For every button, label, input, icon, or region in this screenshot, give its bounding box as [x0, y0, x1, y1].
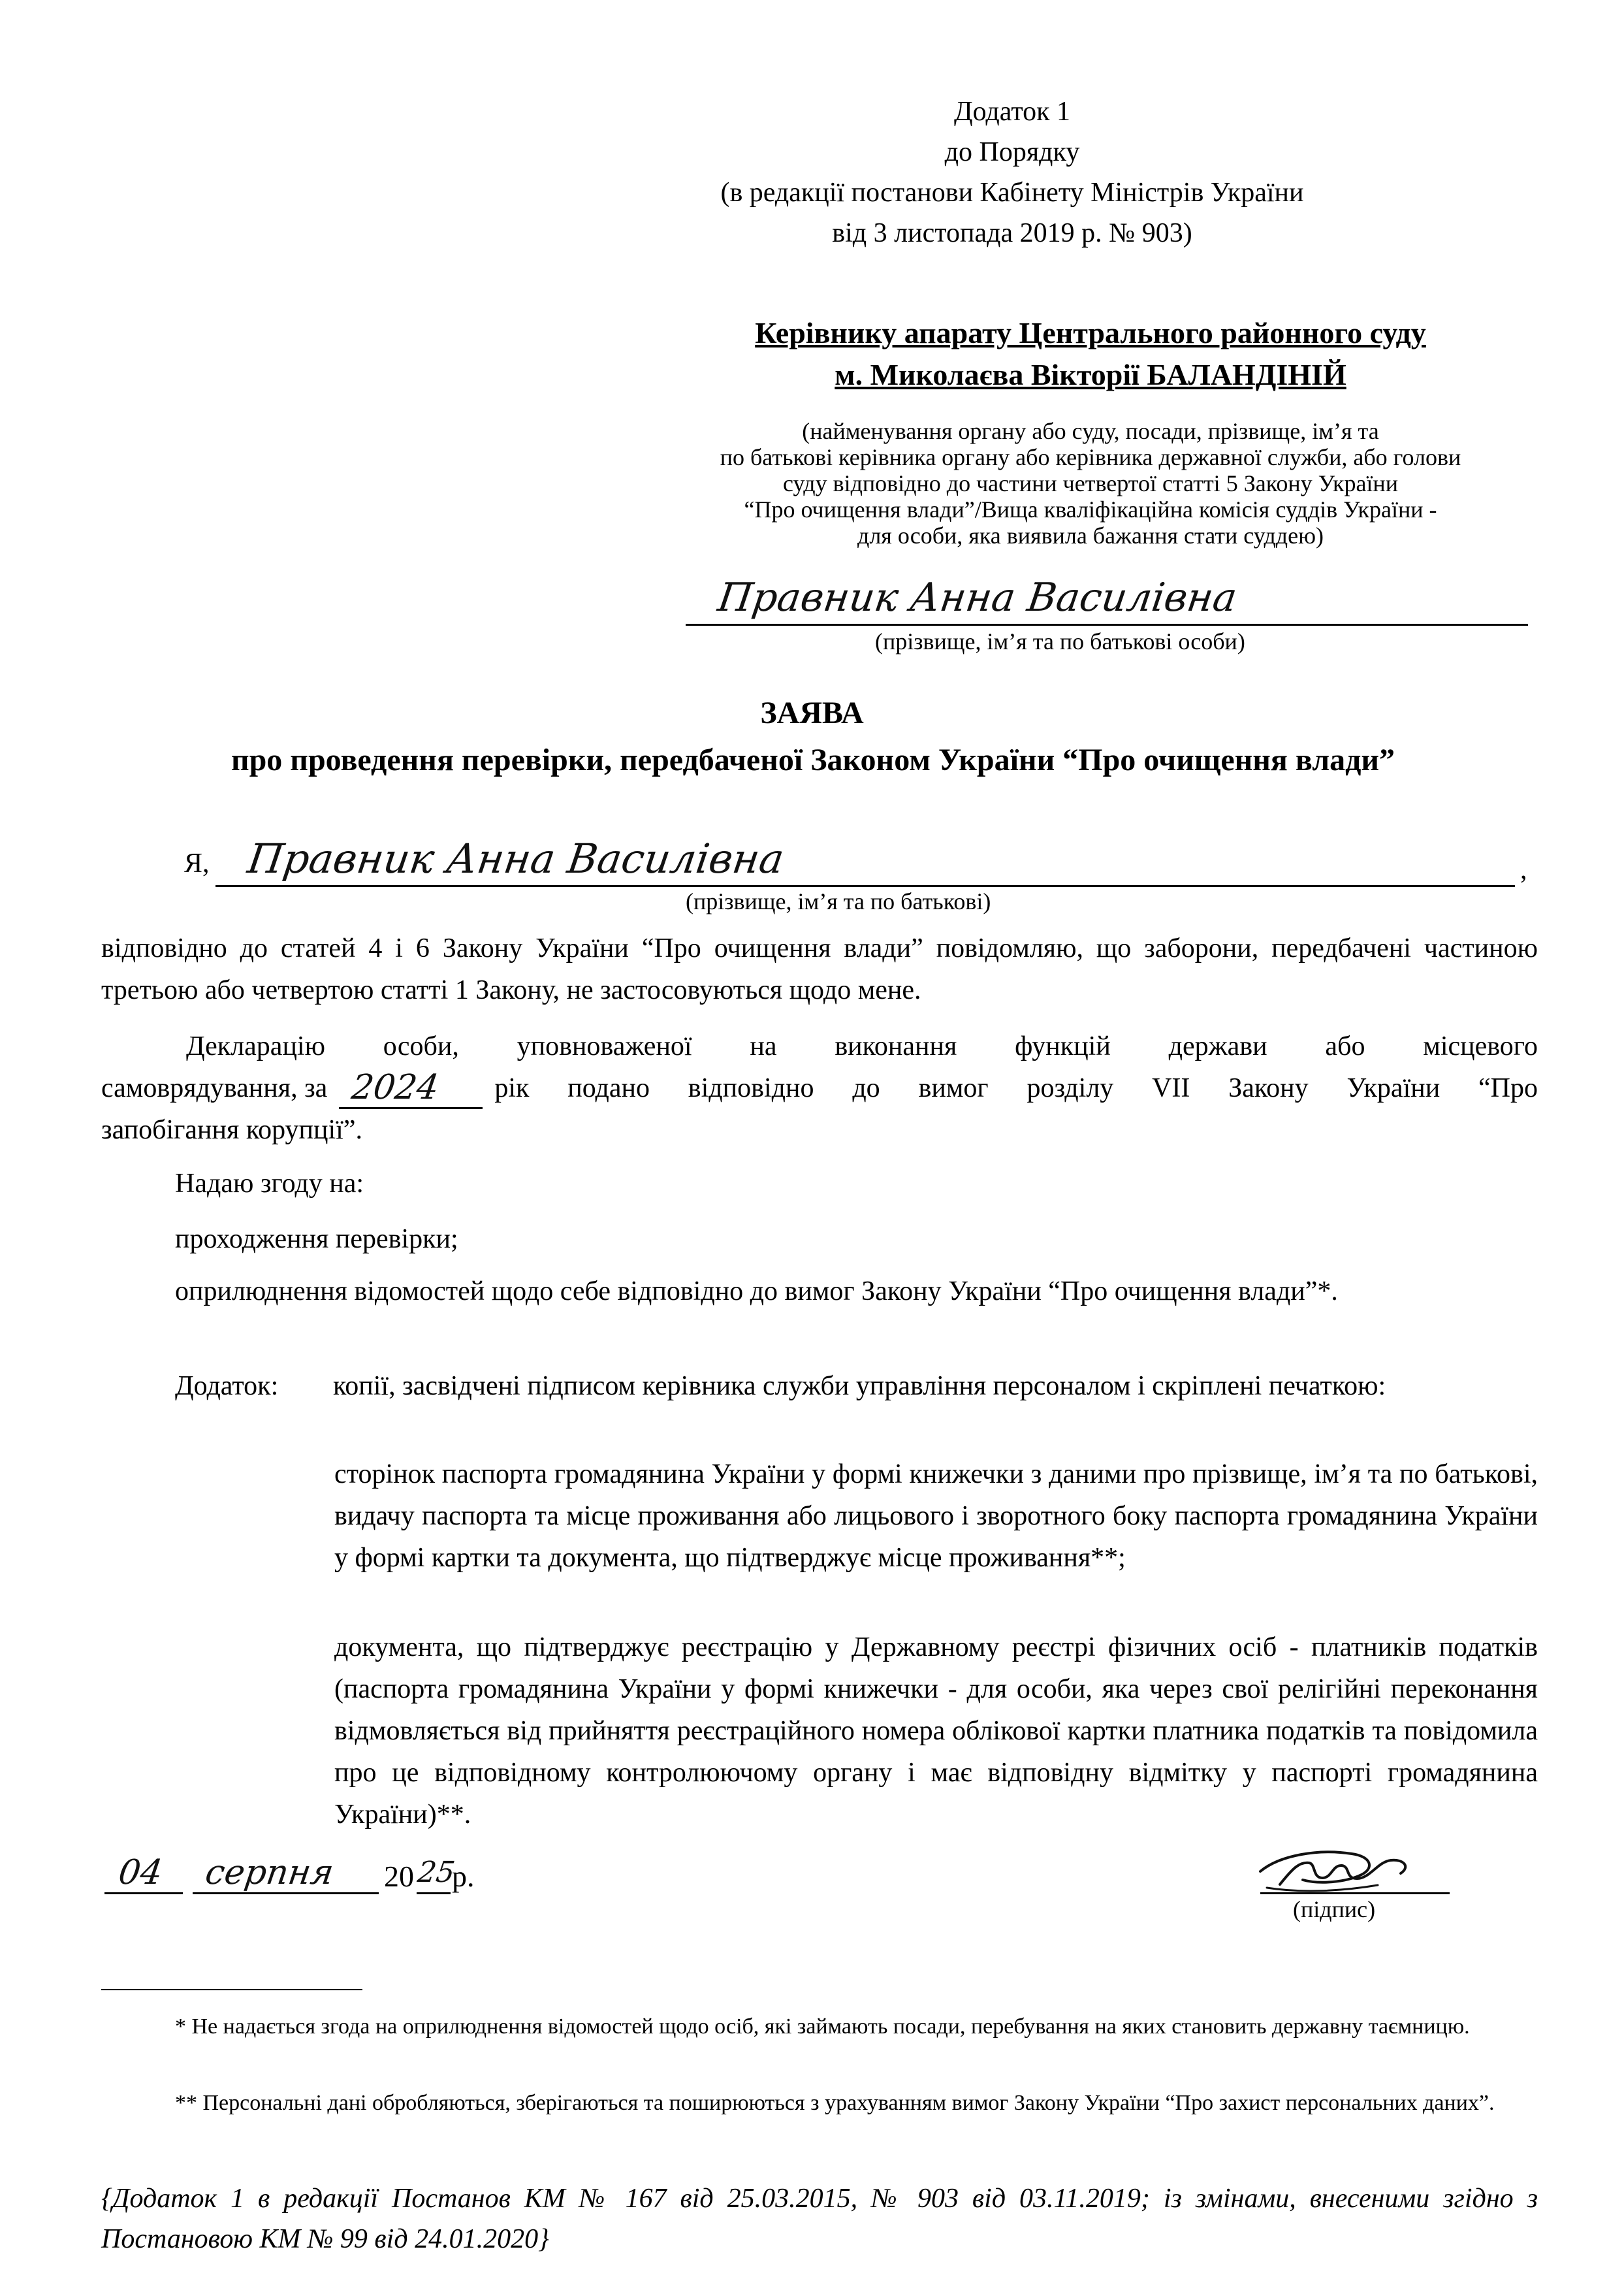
hint-line: суду відповідно до частини четвертої статті 5 Закону України [783, 470, 1398, 496]
annex-line-1: Додаток 1 [953, 97, 1071, 127]
annex-block [588, 91, 1437, 253]
addressee-line-1: Керівнику апарату Центрального районного суду [755, 316, 1426, 349]
consent-item-2: оприлюднення відомостей щодо себе відповідно до вимог Закону України “Про очищення влади”*. [175, 1276, 1338, 1306]
attachments-intro: копії, засвідчені підписом керівника служби управління персоналом і скріплені печаткою: [333, 1371, 1386, 1401]
year-field [339, 1068, 483, 1109]
hint-line: по батькові керівника органу або керівника державної служби, або голови [720, 444, 1461, 470]
handwritten-signature-icon [1241, 1822, 1450, 1907]
day-field [104, 1852, 183, 1894]
annex-line-2: до Порядку [944, 137, 1080, 167]
statement-prefix: Я, [184, 848, 210, 879]
addressee-block [620, 312, 1561, 396]
statement-name-line [215, 885, 1515, 887]
attachments-item-1: сторінок паспорта громадянина України у формі книжечки з даними про прізвище, ім’я та по батькові, видачу паспорта та місце проживання або лицьового і зворотного боку паспорта громадянина України у формі картки та документа, що підтверджує місце проживання**; [334, 1459, 1538, 1573]
attachments-item-2: документа, що підтверджує реєстрацію у Державному реєстрі фізичних осіб - платників податків (паспорта громадянина України у формі книжечки - для особи, яка через свої релігійні переконання відмовляється від прийняття реєстраційного номера облікової картки платника податків та повідомила про це відповідному контролюючому органу і має відповідну відмітку у паспорті громадянина України)**. [334, 1632, 1538, 1830]
addressee-hint [620, 418, 1561, 549]
annex-line-4: від 3 листопада 2019 р. № 903) [832, 218, 1192, 248]
date-block [104, 1852, 562, 1898]
footnote-separator [101, 1989, 362, 1990]
p2-before-year: самоврядування, за [101, 1073, 328, 1103]
footnote-2: ** Персональні дані обробляються, зберігаються та поширюються з урахуванням вимог Закону України “Про захист персональних даних”. [175, 2091, 1495, 2115]
consent-title: Надаю згоду на: [175, 1169, 364, 1199]
date-year-suffix-handwritten: 25 [415, 1856, 457, 1889]
date-year-end: р. [452, 1860, 475, 1893]
statement-name-handwritten: Правник Анна Василівна [244, 835, 788, 882]
applicant-name-handwritten: Правник Анна Василівна [715, 575, 1240, 621]
year-suffix-field [415, 1852, 457, 1894]
applicant-name-line [686, 624, 1528, 626]
statement-paragraph-2-line-2 [101, 1067, 1538, 1109]
hint-line: “Про очищення влади”/Вища кваліфікаційна комісія суддів України - [744, 496, 1437, 523]
date-year-prefix: 20 [384, 1860, 414, 1893]
document-subtitle: про проведення перевірки, передбаченої Законом України “Про очищення влади” [231, 743, 1395, 777]
declaration-year-handwritten: 2024 [349, 1068, 441, 1107]
month-field [193, 1852, 379, 1894]
signature-hint: (підпис) [1293, 1896, 1376, 1922]
statement-paragraph-2-line-1: Декларацію особи, уповноваженої на виконання функцій держави або місцевого [186, 1031, 1538, 1061]
hint-line: для особи, яка виявила бажання стати суддею) [857, 523, 1324, 549]
attachments-label: Додаток: [175, 1371, 279, 1401]
footnote-1: * Не надається згода на оприлюднення відомостей щодо осіб, які займають посади, перебування на яких становить державну таємницю. [175, 2014, 1470, 2039]
signature-line [1260, 1892, 1450, 1894]
addressee-line-2: м. Миколаєва Вікторії БАЛАНДІНІЙ [835, 358, 1346, 391]
p2-after-year: рік подано відповідно до вимог розділу VII Закону України “Про [494, 1073, 1538, 1103]
date-month-handwritten: серпня [202, 1853, 336, 1892]
applicant-name-hint: (прізвище, ім’я та по батькові особи) [875, 628, 1245, 654]
statement-name-hint: (прізвище, ім’я та по батькові) [686, 888, 991, 914]
hint-line: (найменування органу або суду, посади, прізвище, ім’я та [802, 418, 1379, 444]
consent-item-1: проходження перевірки; [175, 1224, 458, 1254]
statement-suffix: , [1520, 855, 1527, 885]
date-day-handwritten: 04 [116, 1853, 165, 1892]
statement-paragraph-1: відповідно до статей 4 і 6 Закону України “Про очищення влади” повідомляю, що заборони, передбачені частиною третьою або четвертою статті 1 Закону, не застосовуються щодо мене. [101, 933, 1538, 1005]
document-title: ЗАЯВА [760, 696, 864, 730]
annex-line-3: (в редакції постанови Кабінету Міністрів України [720, 178, 1304, 208]
statement-paragraph-2-line-3: запобігання корупції”. [101, 1115, 362, 1145]
amendment-note: {Додаток 1 в редакції Постанов КМ № 167 від 25.03.2015, № 903 від 03.11.2019; із змінами, внесеними згідно з Постановою КМ № 99 від 24.01.2020} [101, 2184, 1538, 2254]
